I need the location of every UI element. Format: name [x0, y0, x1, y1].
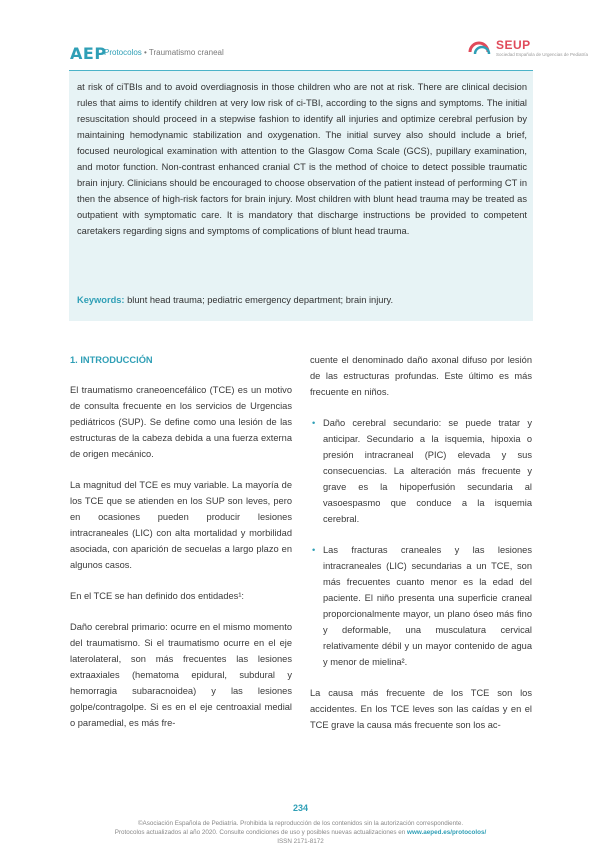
page-number: 234: [292, 803, 309, 813]
breadcrumb-topic: Traumatismo craneal: [148, 48, 224, 57]
paragraph: En el TCE se han definido dos entidades¹:: [70, 591, 244, 601]
left-column: [70, 352, 292, 746]
bullet-dot-icon: •: [312, 418, 316, 428]
seup-logo-subtitle: Sociedad Española de Urgencias de Pediatría: [496, 52, 589, 57]
paragraph: cuente el denominado daño axonal difuso por lesión de las estructuras profundas. Este último es más frecuente en niños.: [310, 355, 532, 397]
bullet-text: Daño cerebral secundario: se puede tratar y anticipar. Secundario a la isquemia, hipoxia o presión intracraneal (PIC) elevada y sus consecuencias. La alteración más frecuente y grave es la hipoperfusión secundaria al vasoespasmo que conduce a la isquemia cerebral.: [323, 418, 532, 524]
breadcrumb-separator: •: [141, 48, 149, 57]
breadcrumb: [104, 48, 224, 57]
right-column: [310, 352, 532, 748]
protocols-link[interactable]: www.aeped.es/protocolos/: [407, 829, 487, 836]
issn-line: ISSN 2171-8172: [277, 838, 324, 845]
bullet-item: [310, 415, 532, 527]
bullet-item: [310, 542, 532, 670]
abstract-box: [69, 70, 533, 321]
breadcrumb-section: Protocolos: [104, 48, 142, 57]
page-header: [0, 0, 601, 70]
bullet-dot-icon: •: [312, 545, 316, 555]
keywords-line: [77, 295, 393, 305]
copyright-line: ©Asociación Española de Pediatría. Prohibida la reproducción de los contenidos sin la autorización correspondiente.: [137, 820, 464, 827]
paragraph: La magnitud del TCE es muy variable. La mayoría de los TCE que se atienden en los SUP son leves, pero en ocasiones pueden producir lesiones intracraneales (LIC) con alta mortalidad y morbilidad asociada, con aparición de secuelas a largo plazo en algunos casos.: [70, 480, 292, 570]
aep-brand: AEP: [70, 44, 107, 63]
keywords-label: Keywords:: [77, 295, 125, 305]
update-text: Protocolos actualizados al año 2020. Consulte condiciones de uso y posibles nuevas actualizaciones en: [114, 829, 408, 836]
update-line: [0, 829, 601, 836]
paragraph: Daño cerebral primario: ocurre en el mismo momento del traumatismo. Si el traumatismo ocurre en el eje laterolateral, son más frecuentes las lesiones extraaxiales (hematoma epidural, subdural y hemorragia subaracnoidea) y las lesiones golpe/contragolpe. Si es en el eje centroaxial medial o paramedial, es más fre-: [70, 622, 292, 728]
abstract-text: at risk of ciTBIs and to avoid overdiagnosis in those children who are not at risk. There are clinical decision rules that aims to identify children at very low risk of ci-TBI, according to the signs and symptoms. The initial resuscitation should proceed in a stepwise fashion to identify all injuries and optimize cerebral perfusion by maintaining hemodynamic stabilization and oxygenation. The initial survey also should include a brief, focused neurological examination with attention to the Glasgow Coma Scale (GCS), pupillary examination, and motor function. Non-contrast enhanced cranial CT is the method of choice to detect possible traumatic brain injury. Clinicians should be encouraged to choose observation of the patient instead of performing CT in then the absence of high-risk factors for brain injury. Most children with blunt head trauma may be treated as outpatient with symptomatic care. It is mandatory that discharge instructions be provided to competent caretakers regarding signs and symptoms of complications of blunt head trauma.: [77, 82, 527, 236]
keywords-value: blunt head trauma; pediatric emergency department; brain injury.: [127, 295, 394, 305]
bullet-text: Las fracturas craneales y las lesiones intracraneales (LIC) secundarias a un TCE, son más frecuentes cuanto menor es la edad del paciente. El niño presenta una superficie craneal proporcionalmente mayor, un plano óseo más fino y deformable, una musculatura cervical relativamente débil y un mayor contenido de agua y menor de mielina².: [323, 545, 532, 667]
section-heading: 1. INTRODUCCIÓN: [70, 355, 153, 365]
seup-logo-text: SEUP: [496, 38, 531, 52]
paragraph: La causa más frecuente de los TCE son los accidentes. En los TCE leves son las caídas y en el TCE grave la causa más frecuente son los ac-: [310, 688, 532, 730]
paragraph: El traumatismo craneoencefálico (TCE) es un motivo de consulta frecuente en los servicios de Urgencias pediátricos (SUP). Se define como una lesión de las estructuras de la cabeza debida a una fuerza externa de origen mecánico.: [70, 385, 292, 459]
